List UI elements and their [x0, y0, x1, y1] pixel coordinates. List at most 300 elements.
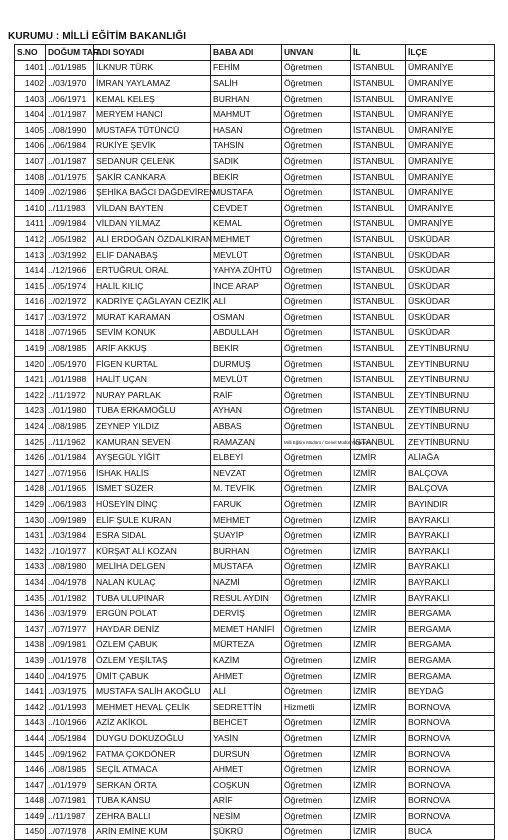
- table-row: [15, 466, 495, 482]
- cell-sno: 1427: [15, 466, 46, 482]
- cell-father-name: TAHSİN: [211, 138, 282, 154]
- cell-district: BORNOVA: [406, 731, 495, 747]
- cell-district: BAYRAKLI: [406, 559, 495, 575]
- cell-father-name: ŞUAYİP: [211, 528, 282, 544]
- cell-title: Öğretmen: [282, 512, 351, 528]
- cell-province: İSTANBUL: [351, 294, 406, 310]
- cell-full-name: İLKNUR TÜRK: [94, 60, 211, 76]
- cell-province: İZMİR: [351, 684, 406, 700]
- cell-title: Öğretmen: [282, 91, 351, 107]
- cell-birth-date: ../03/1975: [46, 684, 94, 700]
- cell-district: BORNOVA: [406, 793, 495, 809]
- cell-province: İSTANBUL: [351, 325, 406, 341]
- cell-birth-date: ../07/1981: [46, 793, 94, 809]
- table-row: [15, 169, 495, 185]
- cell-full-name: HALİT UÇAN: [94, 372, 211, 388]
- cell-province: İZMİR: [351, 793, 406, 809]
- table-row: [15, 403, 495, 419]
- cell-district: BERGAMA: [406, 637, 495, 653]
- table-row: [15, 450, 495, 466]
- cell-district: ZEYTİNBURNU: [406, 419, 495, 435]
- cell-district: ÜSKÜDAR: [406, 325, 495, 341]
- table-row: [15, 60, 495, 76]
- cell-title: Öğretmen: [282, 122, 351, 138]
- cell-full-name: HALİL KILIÇ: [94, 278, 211, 294]
- cell-province: İZMİR: [351, 715, 406, 731]
- cell-sno: 1443: [15, 715, 46, 731]
- cell-father-name: BEKİR: [211, 169, 282, 185]
- cell-birth-date: ../11/1983: [46, 200, 94, 216]
- cell-sno: 1432: [15, 544, 46, 560]
- cell-province: İZMİR: [351, 575, 406, 591]
- cell-sno: 1421: [15, 372, 46, 388]
- table-row: [15, 310, 495, 326]
- cell-district: BORNOVA: [406, 762, 495, 778]
- cell-district: ZEYTİNBURNU: [406, 372, 495, 388]
- cell-district: ÜSKÜDAR: [406, 247, 495, 263]
- cell-district: BORNOVA: [406, 777, 495, 793]
- cell-father-name: ŞÜKRÜ: [211, 824, 282, 840]
- cell-province: İZMİR: [351, 450, 406, 466]
- cell-father-name: MEHMET: [211, 512, 282, 528]
- table-row: [15, 528, 495, 544]
- cell-father-name: ALİ: [211, 684, 282, 700]
- column-header-sno: S.NO: [15, 45, 46, 61]
- cell-father-name: DURMUŞ: [211, 356, 282, 372]
- table-row: [15, 715, 495, 731]
- cell-birth-date: ../01/1978: [46, 653, 94, 669]
- cell-district: ÜMRANİYE: [406, 154, 495, 170]
- cell-sno: 1449: [15, 809, 46, 825]
- cell-district: BAYRAKLI: [406, 544, 495, 560]
- table-row: [15, 419, 495, 435]
- cell-birth-date: ../04/1978: [46, 575, 94, 591]
- cell-full-name: DUYGU DOKUZOĞLU: [94, 731, 211, 747]
- institution-header: KURUMU : MİLLİ EĞİTİM BAKANLIĞI: [8, 31, 187, 42]
- cell-sno: 1401: [15, 60, 46, 76]
- cell-sno: 1402: [15, 76, 46, 92]
- cell-birth-date: ../01/1987: [46, 154, 94, 170]
- cell-full-name: AZİZ AKİKOL: [94, 715, 211, 731]
- cell-full-name: NURAY PARLAK: [94, 388, 211, 404]
- table-row: [15, 777, 495, 793]
- cell-title: Öğretmen: [282, 76, 351, 92]
- table-row: [15, 325, 495, 341]
- table-row: [15, 216, 495, 232]
- cell-birth-date: ../01/1980: [46, 403, 94, 419]
- cell-district: ZEYTİNBURNU: [406, 341, 495, 357]
- cell-sno: 1431: [15, 528, 46, 544]
- table-row: [15, 278, 495, 294]
- cell-title: Öğretmen: [282, 419, 351, 435]
- cell-full-name: İSHAK HALİS: [94, 466, 211, 482]
- table-row: [15, 76, 495, 92]
- cell-birth-date: ../02/1986: [46, 185, 94, 201]
- cell-full-name: TUBA KANSU: [94, 793, 211, 809]
- cell-district: ÜMRANİYE: [406, 122, 495, 138]
- cell-birth-date: ../01/1975: [46, 169, 94, 185]
- cell-district: ÜMRANİYE: [406, 91, 495, 107]
- cell-full-name: TUBA ERKAMOĞLU: [94, 403, 211, 419]
- cell-province: İZMİR: [351, 746, 406, 762]
- cell-father-name: MEMET HANİFİ: [211, 621, 282, 637]
- cell-birth-date: ../06/1983: [46, 497, 94, 513]
- cell-full-name: MUSTAFA TÜTÜNCÜ: [94, 122, 211, 138]
- cell-province: İSTANBUL: [351, 76, 406, 92]
- cell-birth-date: ../01/1985: [46, 60, 94, 76]
- cell-sno: 1426: [15, 450, 46, 466]
- cell-district: ÜSKÜDAR: [406, 232, 495, 248]
- cell-father-name: AHMET: [211, 668, 282, 684]
- cell-sno: 1407: [15, 154, 46, 170]
- cell-province: İZMİR: [351, 668, 406, 684]
- cell-title: Öğretmen: [282, 575, 351, 591]
- cell-birth-date: ../01/1988: [46, 372, 94, 388]
- cell-sno: 1419: [15, 341, 46, 357]
- cell-sno: 1411: [15, 216, 46, 232]
- column-header-province: İL: [351, 45, 406, 61]
- cell-sno: 1439: [15, 653, 46, 669]
- cell-full-name: FATMA ÇOKDÖNER: [94, 746, 211, 762]
- cell-sno: 1423: [15, 403, 46, 419]
- cell-sno: 1404: [15, 107, 46, 123]
- cell-district: BAYRAKLI: [406, 590, 495, 606]
- cell-full-name: ALİ ERDOĞAN ÖZDALKIRAN: [94, 232, 211, 248]
- table-row: [15, 606, 495, 622]
- cell-district: BEYDAĞ: [406, 684, 495, 700]
- cell-father-name: BEKİR: [211, 341, 282, 357]
- cell-birth-date: ../03/1972: [46, 310, 94, 326]
- cell-sno: 1428: [15, 481, 46, 497]
- cell-district: ÜMRANİYE: [406, 185, 495, 201]
- cell-district: BUCA: [406, 824, 495, 840]
- cell-sno: 1403: [15, 91, 46, 107]
- table-body: [15, 60, 495, 840]
- cell-sno: 1442: [15, 699, 46, 715]
- cell-full-name: TUBA ULUPINAR: [94, 590, 211, 606]
- cell-father-name: ABDULLAH: [211, 325, 282, 341]
- cell-sno: 1417: [15, 310, 46, 326]
- cell-title: Öğretmen: [282, 356, 351, 372]
- table-row: [15, 824, 495, 840]
- cell-father-name: NAZMİ: [211, 575, 282, 591]
- cell-district: BERGAMA: [406, 606, 495, 622]
- cell-full-name: VİLDAN YILMAZ: [94, 216, 211, 232]
- cell-district: ÜMRANİYE: [406, 200, 495, 216]
- cell-district: BORNOVA: [406, 715, 495, 731]
- cell-sno: 1415: [15, 278, 46, 294]
- cell-sno: 1414: [15, 263, 46, 279]
- cell-full-name: MELİHA DELGEN: [94, 559, 211, 575]
- cell-full-name: SERKAN ÖRTA: [94, 777, 211, 793]
- table-row: [15, 154, 495, 170]
- cell-province: İSTANBUL: [351, 310, 406, 326]
- cell-title: Öğretmen: [282, 403, 351, 419]
- table-row: [15, 247, 495, 263]
- cell-birth-date: ../09/1962: [46, 746, 94, 762]
- cell-birth-date: ../05/1982: [46, 232, 94, 248]
- cell-district: BAYRAKLI: [406, 575, 495, 591]
- cell-title: Öğretmen: [282, 310, 351, 326]
- cell-title: Öğretmen: [282, 232, 351, 248]
- cell-sno: 1434: [15, 575, 46, 591]
- cell-district: BORNOVA: [406, 809, 495, 825]
- cell-title: Öğretmen: [282, 294, 351, 310]
- cell-title: Öğretmen: [282, 793, 351, 809]
- cell-province: İSTANBUL: [351, 403, 406, 419]
- cell-full-name: ŞAKİR CANKARA: [94, 169, 211, 185]
- table-row: [15, 809, 495, 825]
- cell-province: İSTANBUL: [351, 185, 406, 201]
- cell-sno: 1447: [15, 777, 46, 793]
- cell-father-name: YASİN: [211, 731, 282, 747]
- cell-full-name: AYŞEGÜL YİĞİT: [94, 450, 211, 466]
- cell-district: BAYRAKLI: [406, 528, 495, 544]
- cell-full-name: MERYEM HANCI: [94, 107, 211, 123]
- cell-full-name: ŞEHİKA BAĞCI DAĞDEVİREN: [94, 185, 211, 201]
- cell-province: İSTANBUL: [351, 154, 406, 170]
- cell-sno: 1416: [15, 294, 46, 310]
- cell-title: Öğretmen: [282, 684, 351, 700]
- cell-province: İZMİR: [351, 497, 406, 513]
- cell-birth-date: ../03/1970: [46, 76, 94, 92]
- cell-title: Öğretmen: [282, 824, 351, 840]
- cell-sno: 1409: [15, 185, 46, 201]
- cell-full-name: KADRİYE ÇAĞLAYAN CEZİK: [94, 294, 211, 310]
- cell-district: BAYINDIR: [406, 497, 495, 513]
- cell-title: Öğretmen: [282, 777, 351, 793]
- cell-district: BERGAMA: [406, 653, 495, 669]
- cell-province: İZMİR: [351, 559, 406, 575]
- cell-father-name: RAİF: [211, 388, 282, 404]
- cell-title: Öğretmen: [282, 653, 351, 669]
- cell-district: ALİAĞA: [406, 450, 495, 466]
- cell-title: Öğretmen: [282, 278, 351, 294]
- cell-province: İZMİR: [351, 621, 406, 637]
- cell-sno: 1406: [15, 138, 46, 154]
- cell-full-name: ZEYNEP YILDIZ: [94, 419, 211, 435]
- cell-birth-date: ../03/1979: [46, 606, 94, 622]
- table-row: [15, 138, 495, 154]
- cell-sno: 1422: [15, 388, 46, 404]
- cell-father-name: MEVLÜT: [211, 247, 282, 263]
- cell-full-name: ÖZLEM YEŞİLTAŞ: [94, 653, 211, 669]
- table-row: [15, 653, 495, 669]
- cell-father-name: HASAN: [211, 122, 282, 138]
- cell-full-name: NALAN KULAÇ: [94, 575, 211, 591]
- table-row: [15, 559, 495, 575]
- cell-province: İSTANBUL: [351, 278, 406, 294]
- cell-father-name: BURHAN: [211, 91, 282, 107]
- cell-province: İZMİR: [351, 481, 406, 497]
- cell-father-name: AYHAN: [211, 403, 282, 419]
- cell-district: ÜMRANİYE: [406, 216, 495, 232]
- cell-father-name: SALİH: [211, 76, 282, 92]
- cell-sno: 1440: [15, 668, 46, 684]
- cell-father-name: ARİF: [211, 793, 282, 809]
- cell-birth-date: ../02/1972: [46, 294, 94, 310]
- cell-birth-date: ../09/1989: [46, 512, 94, 528]
- cell-sno: 1429: [15, 497, 46, 513]
- cell-district: BORNOVA: [406, 746, 495, 762]
- table-row: [15, 372, 495, 388]
- cell-father-name: SADIK: [211, 154, 282, 170]
- cell-father-name: DERVİŞ: [211, 606, 282, 622]
- cell-birth-date: ../07/1965: [46, 325, 94, 341]
- cell-province: İSTANBUL: [351, 200, 406, 216]
- cell-birth-date: ../03/1984: [46, 528, 94, 544]
- cell-title: Öğretmen: [282, 450, 351, 466]
- cell-full-name: KEMAL KELEŞ: [94, 91, 211, 107]
- cell-father-name: NESİM: [211, 809, 282, 825]
- cell-sno: 1433: [15, 559, 46, 575]
- cell-title: Öğretmen: [282, 325, 351, 341]
- cell-full-name: HAYDAR DENİZ: [94, 621, 211, 637]
- cell-father-name: MUSTAFA: [211, 559, 282, 575]
- cell-full-name: ELİF DANABAŞ: [94, 247, 211, 263]
- cell-province: İSTANBUL: [351, 91, 406, 107]
- cell-province: İSTANBUL: [351, 232, 406, 248]
- cell-full-name: ESRA SIDAL: [94, 528, 211, 544]
- cell-father-name: FEHİM: [211, 60, 282, 76]
- cell-province: İZMİR: [351, 606, 406, 622]
- cell-full-name: KAMURAN SEVEN: [94, 434, 211, 450]
- table-row: [15, 356, 495, 372]
- cell-district: BALÇOVA: [406, 481, 495, 497]
- cell-district: BERGAMA: [406, 621, 495, 637]
- cell-province: İSTANBUL: [351, 263, 406, 279]
- column-header-title: UNVAN: [282, 45, 351, 61]
- cell-sno: 1441: [15, 684, 46, 700]
- table-row: [15, 341, 495, 357]
- cell-birth-date: ../08/1985: [46, 762, 94, 778]
- cell-sno: 1450: [15, 824, 46, 840]
- cell-province: İSTANBUL: [351, 216, 406, 232]
- cell-sno: 1408: [15, 169, 46, 185]
- table-row: [15, 684, 495, 700]
- cell-birth-date: ../01/1993: [46, 699, 94, 715]
- cell-birth-date: ../07/1977: [46, 621, 94, 637]
- cell-province: İSTANBUL: [351, 388, 406, 404]
- table-row: [15, 107, 495, 123]
- cell-title: Öğretmen: [282, 637, 351, 653]
- cell-birth-date: ../10/1977: [46, 544, 94, 560]
- cell-birth-date: ../01/1979: [46, 777, 94, 793]
- table-header: [15, 45, 495, 61]
- table-row: [15, 388, 495, 404]
- cell-sno: 1445: [15, 746, 46, 762]
- cell-district: ÜSKÜDAR: [406, 310, 495, 326]
- cell-province: İSTANBUL: [351, 356, 406, 372]
- cell-title: Öğretmen: [282, 247, 351, 263]
- cell-title: Öğretmen: [282, 528, 351, 544]
- cell-father-name: İNCE ARAP: [211, 278, 282, 294]
- cell-province: İZMİR: [351, 512, 406, 528]
- cell-birth-date: ../01/1965: [46, 481, 94, 497]
- cell-district: BORNOVA: [406, 699, 495, 715]
- cell-father-name: YAHYA ZÜHTÜ: [211, 263, 282, 279]
- cell-title: Öğretmen: [282, 341, 351, 357]
- cell-full-name: ÖZLEM ÇABUK: [94, 637, 211, 653]
- cell-title: Öğretmen: [282, 544, 351, 560]
- cell-sno: 1424: [15, 419, 46, 435]
- cell-province: İZMİR: [351, 528, 406, 544]
- cell-district: ZEYTİNBURNU: [406, 388, 495, 404]
- cell-father-name: MÜRTEZA: [211, 637, 282, 653]
- cell-sno: 1420: [15, 356, 46, 372]
- table-row: [15, 731, 495, 747]
- cell-district: ZEYTİNBURNU: [406, 403, 495, 419]
- cell-title: Öğretmen: [282, 60, 351, 76]
- cell-father-name: BEHCET: [211, 715, 282, 731]
- cell-province: İZMİR: [351, 699, 406, 715]
- cell-father-name: FARUK: [211, 497, 282, 513]
- cell-district: ÜSKÜDAR: [406, 263, 495, 279]
- cell-district: ZEYTİNBURNU: [406, 434, 495, 450]
- cell-father-name: ABBAS: [211, 419, 282, 435]
- cell-district: ÜSKÜDAR: [406, 294, 495, 310]
- cell-sno: 1412: [15, 232, 46, 248]
- cell-father-name: CEVDET: [211, 200, 282, 216]
- table-row: [15, 793, 495, 809]
- cell-birth-date: ../08/1985: [46, 341, 94, 357]
- cell-title: Öğretmen: [282, 216, 351, 232]
- column-header-district: İLÇE: [406, 45, 495, 61]
- cell-full-name: ZEHRA BALLI: [94, 809, 211, 825]
- cell-province: İZMİR: [351, 777, 406, 793]
- cell-father-name: BURHAN: [211, 544, 282, 560]
- cell-title: Öğretmen: [282, 762, 351, 778]
- cell-district: ÜMRANİYE: [406, 76, 495, 92]
- cell-father-name: DURSUN: [211, 746, 282, 762]
- cell-title: Öğretmen: [282, 138, 351, 154]
- cell-birth-date: ../11/1962: [46, 434, 94, 450]
- cell-title: Öğretmen: [282, 809, 351, 825]
- cell-birth-date: ../01/1987: [46, 107, 94, 123]
- cell-province: İZMİR: [351, 809, 406, 825]
- cell-district: BERGAMA: [406, 668, 495, 684]
- cell-title: Öğretmen: [282, 715, 351, 731]
- cell-birth-date: ../05/1974: [46, 278, 94, 294]
- cell-title: Öğretmen: [282, 481, 351, 497]
- cell-full-name: SEVİM KONUK: [94, 325, 211, 341]
- cell-father-name: MAHMUT: [211, 107, 282, 123]
- cell-title: Öğretmen: [282, 606, 351, 622]
- cell-district: BAYRAKLI: [406, 512, 495, 528]
- cell-title: Öğretmen: [282, 590, 351, 606]
- cell-province: İZMİR: [351, 653, 406, 669]
- cell-full-name: MUSTAFA SALİH AKOĞLU: [94, 684, 211, 700]
- cell-birth-date: ../09/1984: [46, 216, 94, 232]
- cell-title: Öğretmen: [282, 185, 351, 201]
- cell-sno: 1438: [15, 637, 46, 653]
- column-header-full-name: ADI SOYADI: [94, 45, 211, 61]
- cell-title: Öğretmen: [282, 746, 351, 762]
- cell-birth-date: ../05/1970: [46, 356, 94, 372]
- cell-birth-date: ../05/1984: [46, 731, 94, 747]
- cell-sno: 1405: [15, 122, 46, 138]
- table-row: [15, 91, 495, 107]
- cell-birth-date: ../04/1975: [46, 668, 94, 684]
- cell-title: Milli Eğitim Müdürü / Genel Müdür Yardımcısı: [282, 434, 351, 450]
- cell-birth-date: ../07/1956: [46, 466, 94, 482]
- cell-title: Öğretmen: [282, 497, 351, 513]
- cell-title: Öğretmen: [282, 200, 351, 216]
- cell-province: İZMİR: [351, 637, 406, 653]
- cell-sno: 1413: [15, 247, 46, 263]
- cell-birth-date: ../09/1981: [46, 637, 94, 653]
- cell-full-name: FİGEN KURTAL: [94, 356, 211, 372]
